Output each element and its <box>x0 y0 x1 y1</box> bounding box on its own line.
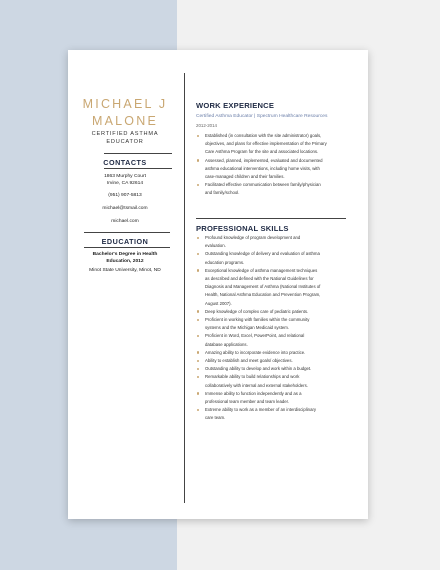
bullet-dot-icon <box>197 360 199 362</box>
phone-number: (951) 907-5813 <box>108 193 142 198</box>
address-line-1: 1863 Murphy Court <box>104 174 146 179</box>
list-item: Assessed, planned, implemented, evaluated and documented <box>196 157 348 165</box>
section-divider <box>196 218 346 219</box>
address-line-2: Irvine, CA 92614 <box>106 181 144 186</box>
list-item: education programs. <box>205 259 245 265</box>
role-line-2: EDUCATOR <box>106 139 144 145</box>
bullet-dot-icon <box>197 319 199 321</box>
list-item: objectives, and plans for effective implementation of the Primary <box>205 141 327 147</box>
bullet-dot-icon <box>197 335 199 337</box>
list-item: Facilitated effective communication between family/physician <box>196 181 348 189</box>
list-item: Outstanding knowledge of delivery and evaluation of asthma <box>196 250 348 258</box>
list-item: systems and the Michigan Medicaid system. <box>205 325 290 331</box>
list-item: Profound knowledge of program development and <box>196 234 348 242</box>
website: michael.com <box>111 219 139 224</box>
list-item: Extreme ability to work as a member of an interdisciplinary <box>196 406 348 414</box>
bullet-dot-icon <box>197 392 199 394</box>
column-divider <box>184 73 185 503</box>
bullet-dot-icon <box>197 409 199 411</box>
contacts-heading: CONTACTS <box>103 158 147 167</box>
list-item: Deep knowledge of complex care of pediatric patients. <box>196 308 348 316</box>
bullet-dot-icon <box>197 135 199 137</box>
list-item: Ability to establish and meet goals/ objectives. <box>196 357 348 365</box>
list-item: evaluation. <box>205 243 226 249</box>
list-item: Remarkable ability to build relationships and work <box>196 373 348 381</box>
work-bullets <box>196 132 348 198</box>
list-item: Exceptional knowledge of asthma management techniques <box>196 267 348 275</box>
name-line-1: MICHAEL J <box>82 97 168 111</box>
list-item: Outstanding ability to develop and work within a budget. <box>196 365 348 373</box>
list-item: care team. <box>205 415 226 421</box>
name-line-2: MALONE <box>92 114 158 128</box>
email-address: michael@tsmail.com <box>102 206 148 211</box>
list-item: Amazing ability to incorporate evidence into practice. <box>196 349 348 357</box>
role-line-1: CERTIFIED ASTHMA <box>91 131 159 137</box>
bullet-dot-icon <box>197 269 199 271</box>
bullet-dot-icon <box>197 184 199 186</box>
bullet-dot-icon <box>197 368 199 370</box>
contacts-divider-bottom <box>104 168 172 169</box>
list-item: Immense ability to function independently and as a <box>196 390 348 398</box>
list-item: professional team member and team leader. <box>205 399 290 405</box>
education-divider-top <box>84 232 170 233</box>
job-title <box>68 130 182 146</box>
degree-line-2: Education, 2012 <box>106 259 144 264</box>
school-name: Minot State University, Minot, ND <box>89 268 161 273</box>
bullet-dot-icon <box>197 310 199 312</box>
list-item: case-managed children and their families. <box>205 174 285 180</box>
education-heading: EDUCATION <box>101 237 149 246</box>
bullet-dot-icon <box>197 237 199 239</box>
list-item: collaboratively with internal and external stakeholders. <box>205 382 308 388</box>
bullet-dot-icon <box>197 159 199 161</box>
list-item: and family/school. <box>205 190 240 196</box>
list-item: Care Asthma Program for the site and associated locations. <box>205 149 319 155</box>
contacts-divider-top <box>104 153 172 154</box>
resume-page <box>68 50 368 519</box>
degree-line-1: Bachelor's Degree in Health <box>92 252 158 257</box>
list-item: database applications. <box>205 341 248 347</box>
list-item: as described and defined with the National Guidelines for <box>205 276 314 282</box>
bullet-dot-icon <box>197 351 199 353</box>
list-item: Diagnosis and Management of Asthma (National Institutes of <box>205 284 321 290</box>
bullet-dot-icon <box>197 376 199 378</box>
list-item: Proficient in Word, Excel, PowerPoint, and relational <box>196 332 348 340</box>
job-position: Certified Asthma Educator | Spectrum Healthcare Resources <box>196 114 328 119</box>
professional-skills-heading: PROFESSIONAL SKILLS <box>196 224 289 233</box>
list-item: Established (in consultation with the site administrator) goals, <box>196 132 348 140</box>
skills-bullets <box>196 234 348 423</box>
list-item: Proficient in working with families within the community <box>196 316 348 324</box>
education-divider-bottom <box>84 247 170 248</box>
bullet-dot-icon <box>197 253 199 255</box>
work-experience-heading: WORK EXPERIENCE <box>196 101 275 110</box>
job-dates: 2012-2014 <box>196 123 217 128</box>
candidate-name <box>68 96 182 130</box>
list-item: August 2007). <box>205 300 232 306</box>
left-column <box>68 50 182 519</box>
list-item: asthma educational interventions, including home visits, with <box>205 165 320 171</box>
list-item: Health, National Asthma Education and Prevention Program, <box>205 292 321 298</box>
